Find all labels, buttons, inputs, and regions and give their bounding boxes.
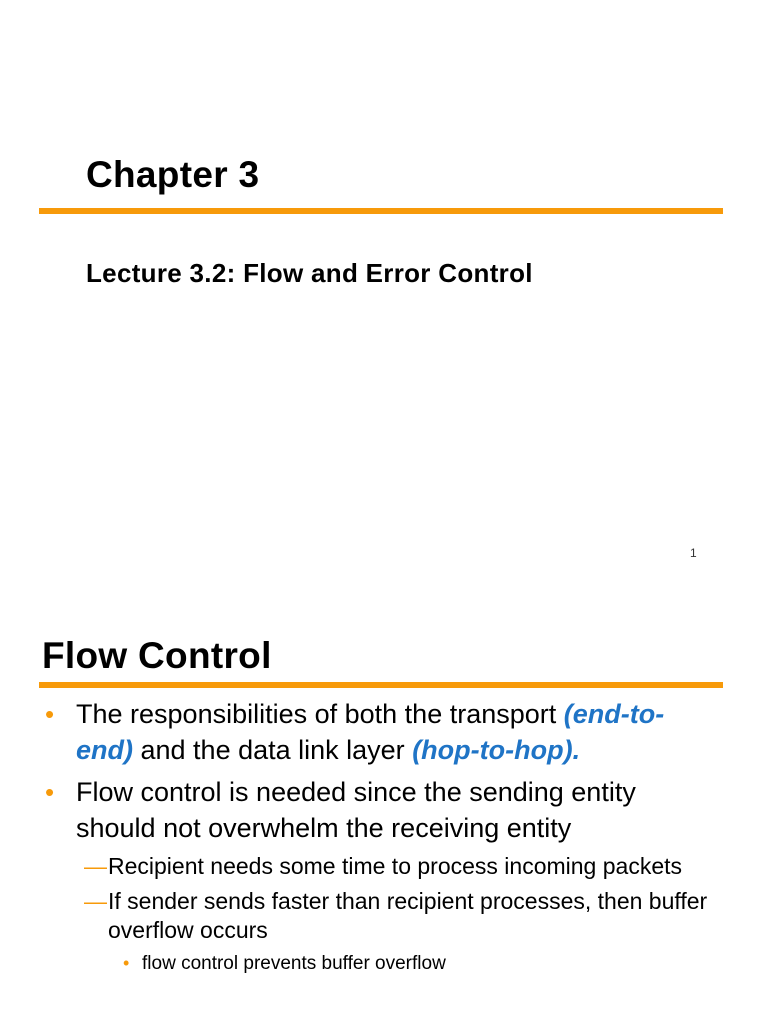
slide-title: Flow Control (42, 635, 272, 676)
slide-separator (0, 590, 768, 600)
sub-sub-list-item (45, 951, 715, 977)
dash-icon: — (84, 888, 107, 914)
dash-icon: — (84, 853, 107, 879)
sub-sub-bullet-text: flow control prevents buffer overflow (142, 953, 446, 974)
sub-bullet-text: Recipient needs some time to process incoming packets (108, 853, 683, 879)
title-underline (39, 208, 723, 214)
slide-2 (0, 600, 768, 1024)
bullet-text: and the data link layer (133, 735, 413, 765)
title-underline (39, 682, 723, 688)
slide-title: Chapter 3 (86, 154, 260, 195)
emphasis-text: (hop-to-hop). (412, 735, 581, 765)
slide-subtitle: Lecture 3.2: Flow and Error Control (86, 258, 533, 288)
list-item (45, 696, 715, 768)
list-item (45, 774, 715, 846)
bullet-icon: • (45, 777, 55, 807)
page-number: 1 (690, 546, 697, 560)
sub-list-item (45, 887, 715, 945)
emphasis-text: (end-to-end) (76, 699, 665, 765)
sub-list-item (45, 852, 715, 881)
sub-bullet-text: If sender sends faster than recipient processes, then buffer overflow occurs (108, 888, 708, 943)
bullet-icon: • (45, 699, 55, 729)
bullet-text: The responsibilities of both the transport (76, 699, 564, 729)
bullet-icon: • (123, 953, 130, 973)
bullet-text: Flow control is needed since the sending entity should not overwhelm the receiving entity (76, 777, 636, 843)
bullet-list (45, 696, 715, 977)
